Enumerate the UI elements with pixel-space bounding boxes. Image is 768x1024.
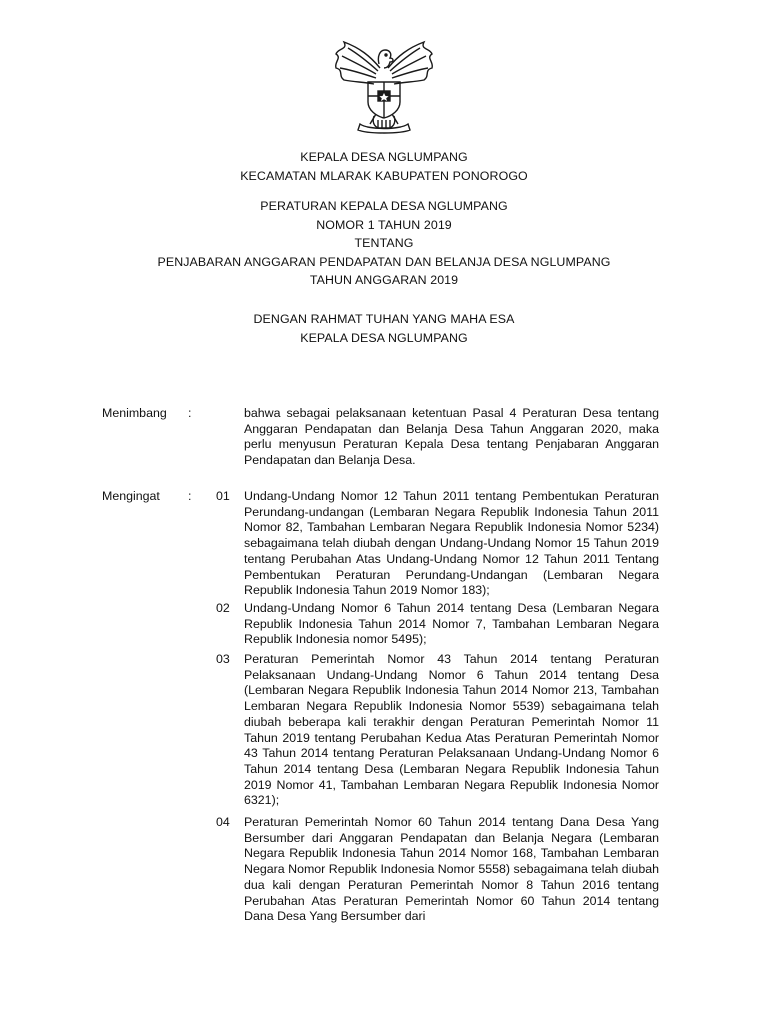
authority-line-3: KEPALA DESA NGLUMPANG bbox=[300, 330, 468, 345]
item-text bbox=[244, 489, 659, 599]
regulation-number: NOMOR 1 TAHUN 2019 bbox=[316, 217, 452, 232]
item-text bbox=[244, 601, 659, 648]
about-label: TENTANG bbox=[354, 236, 414, 250]
invocation: DENGAN RAHMAT TUHAN YANG MAHA ESA bbox=[253, 312, 515, 326]
item-number: 04 bbox=[216, 815, 230, 829]
item-paragraph: Peraturan Pemerintah Nomor 43 Tahun 2014 tentang Peraturan Pelaksanaan Undang-Undang Nomor 6 Tahun 2014 tentang Desa (Lembaran Negara Republik Indonesia Tahun 2014 Nomor 213, Tambahan Lembaran Negara Republik Indonesia Nomor 5539) sebagaimana telah diubah beberapa kali terakhir dengan Peraturan Pemerintah Nomor 11 Tahun 2019 tentang Perubahan Kedua Atas Peraturan Pemerintah Nomor 43 Tahun 2014 tentang Peraturan Pelaksanaan Undang-Undang Nomor 6 Tahun 2014 tentang Desa (Lembaran Negara Republik Indonesia Tahun 2019 Nomor 41, Tambahan Lembaran Negara Republik Indonesia Nomor 6321); bbox=[244, 652, 659, 808]
authority-line-1: KEPALA DESA NGLUMPANG bbox=[300, 150, 468, 164]
authority-heading bbox=[0, 148, 768, 185]
mengingat-colon: : bbox=[188, 489, 192, 503]
item-paragraph: Peraturan Pemerintah Nomor 60 Tahun 2014 tentang Dana Desa Yang Bersumber dari Anggaran Pendapatan dan Belanja Negara (Lembaran Negara Republik Indonesia Tahun 2014 Nomor 168, Tambahan Lembaran Negara Nomor Republik Indonesia Nomor 5558) sebagaimana telah diubah dua kali dengan Peraturan Pemerintah Nomor 8 Tahun 2016 tentang Perubahan Atas Peraturan Pemerintah Nomor 60 Tahun 2014 tentang Dana Desa Yang Bersumber dari bbox=[244, 815, 659, 924]
menimbang-paragraph: bahwa sebagai pelaksanaan ketentuan Pasal 4 Peraturan Desa tentang Anggaran Pendapatan dan Belanja Desa Tahun Anggaran 2020, maka perlu menyusun Peraturan Kepala Desa tentang Penjabaran Anggaran Pendapatan dan Belanja Desa. bbox=[244, 406, 659, 468]
item-paragraph: Undang-Undang Nomor 6 Tahun 2014 tentang Desa (Lembaran Negara Republik Indonesia Tahun 2014 Nomor 7, Tambahan Lembaran Negara Republik Indonesia nomor 5495); bbox=[244, 601, 659, 647]
regulation-title-block bbox=[0, 197, 768, 290]
menimbang-label: Menimbang bbox=[102, 406, 167, 420]
item-paragraph: Undang-Undang Nomor 12 Tahun 2011 tentang Pembentukan Peraturan Perundang-undangan (Lembaran Negara Republik Indonesia Tahun 2011 Nomor 82, Tambahan Lembaran Negara Republik Indonesia Nomor 5234) sebagaimana telah diubah dengan Undang-Undang Nomor 15 Tahun 2019 tentang Perubahan Atas Undang-Undang Nomor 12 Tahun 2011 Tentang Pembentukan Peraturan Perundang-Undangan (Lembaran Negara Republik Indonesia Tahun 2019 Nomor 183); bbox=[244, 489, 659, 598]
invocation-block bbox=[0, 310, 768, 347]
fiscal-year: TAHUN ANGGARAN 2019 bbox=[309, 273, 459, 287]
menimbang-colon: : bbox=[188, 406, 192, 420]
menimbang-text bbox=[244, 406, 659, 469]
item-text bbox=[244, 815, 659, 925]
item-number: 02 bbox=[216, 601, 230, 615]
regulation-title: PERATURAN KEPALA DESA NGLUMPANG bbox=[260, 199, 508, 213]
item-number: 03 bbox=[216, 652, 230, 666]
authority-line-2: KECAMATAN MLARAK KABUPATEN PONOROGO bbox=[240, 168, 528, 183]
regulation-subject: PENJABARAN ANGGARAN PENDAPATAN DAN BELANJA DESA NGLUMPANG bbox=[157, 254, 611, 269]
garuda-emblem-icon bbox=[330, 38, 438, 134]
mengingat-label: Mengingat bbox=[102, 489, 160, 503]
item-number: 01 bbox=[216, 489, 230, 503]
item-text bbox=[244, 652, 659, 809]
